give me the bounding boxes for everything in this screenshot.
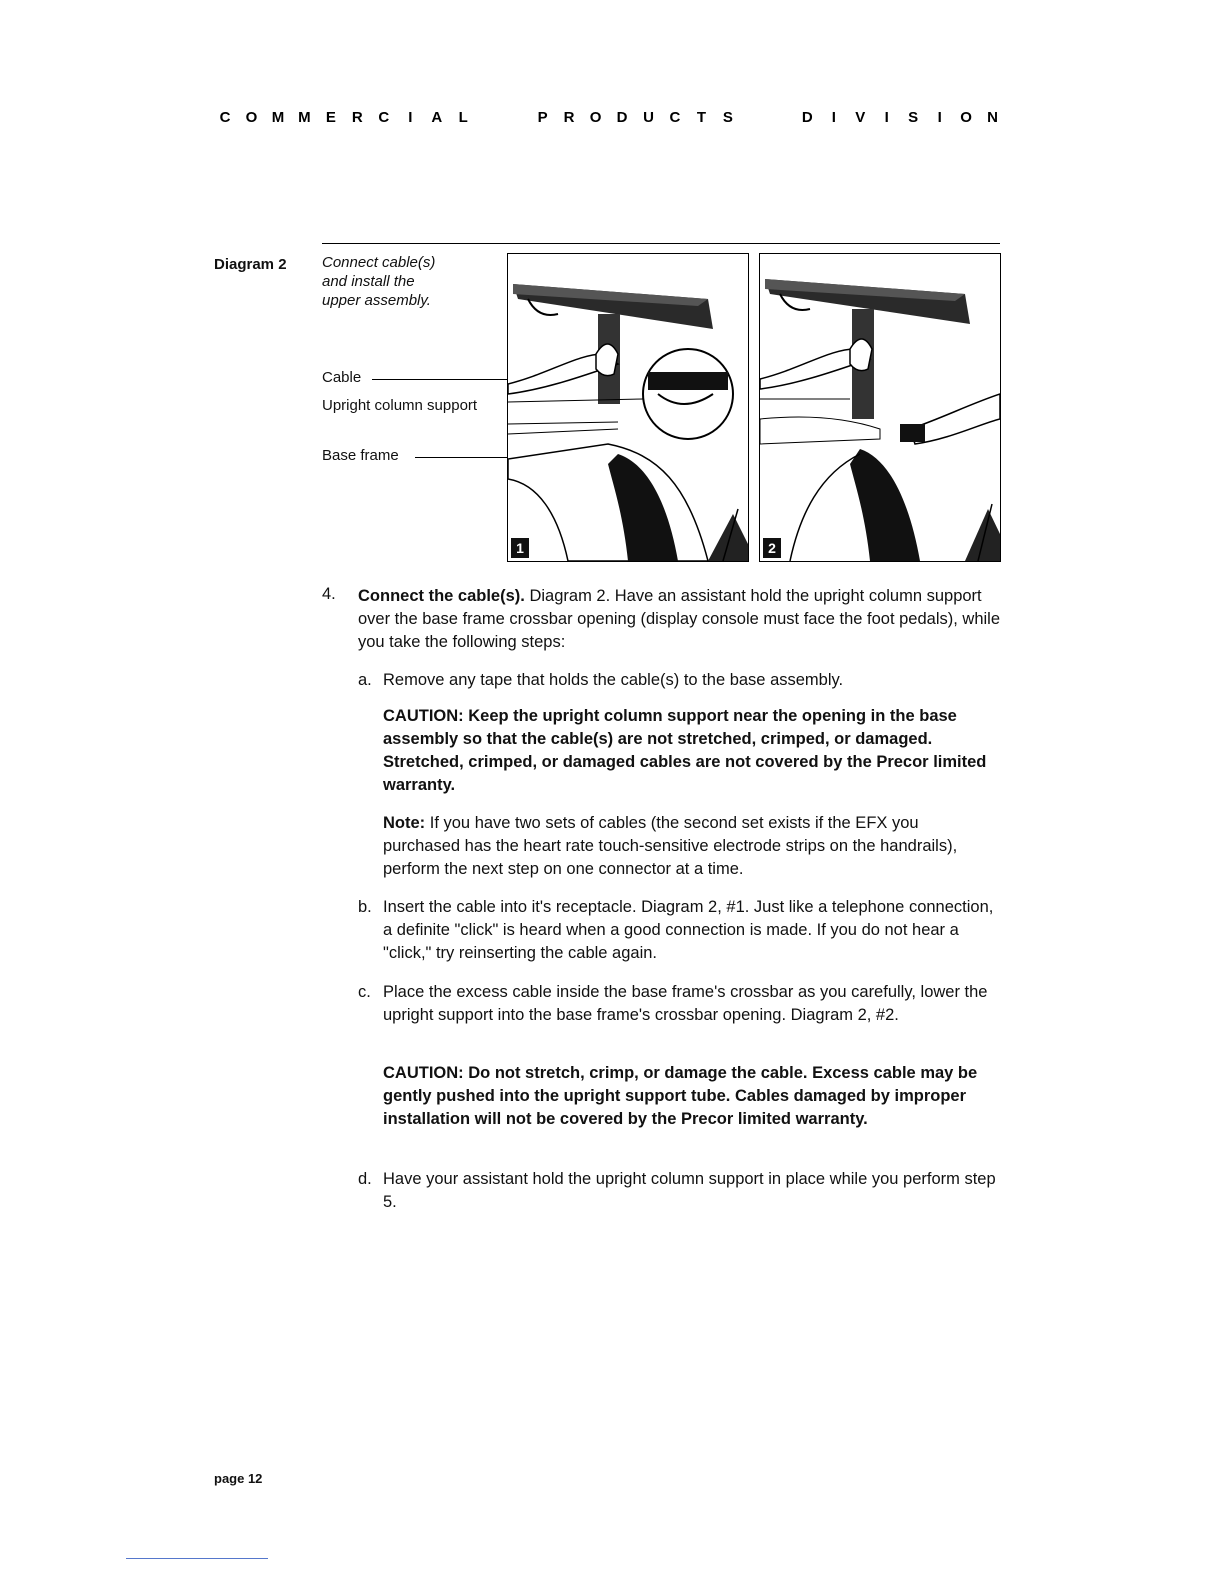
item-c-letter: c. [358, 983, 371, 1001]
header-letter: U [643, 109, 654, 126]
callout-upright-column-support: Upright column support [322, 397, 478, 414]
step-4-text: Diagram 2. Have an assistant hold the upright column support over the base frame crossbar opening (display console must face the foot pedals), while you take the following steps: [358, 587, 1001, 651]
panel-2-illustration [760, 254, 1000, 561]
header-letter [743, 109, 765, 126]
header-letter: E [325, 109, 336, 126]
header-letter: O [960, 109, 972, 126]
header-letter: D [801, 109, 813, 126]
item-c-caution: CAUTION: Do not stretch, crimp, or damage the cable. Excess cable may be gently pushed into the upright support tube. Cables damaged by improper installation will not be covered by the Precor limited warranty. [383, 1064, 978, 1128]
item-a-text: Remove any tape that holds the cable(s) to the base assembly. [383, 671, 844, 689]
diagram-label: Diagram 2 [214, 256, 287, 273]
header-letter: I [884, 109, 889, 126]
diagram-panel-1 [507, 253, 749, 562]
item-d-text: Have your assistant hold the upright column support in place while you perform step 5. [383, 1170, 996, 1211]
header-letter: S [722, 109, 733, 126]
callout-base-frame-line [415, 457, 508, 458]
header-letter: C [669, 109, 681, 126]
panel-1-number: 1 [511, 538, 529, 558]
caption-line-1: Connect cable(s) [322, 254, 436, 271]
header-letter: O [589, 109, 602, 126]
step-4-paragraph [358, 585, 1000, 654]
header-letter: N [987, 109, 999, 126]
header-letter [505, 109, 527, 126]
item-b-text: Insert the cable into it's receptacle. Diagram 2, #1. Just like a telephone connection, a definite "click" is heard when a good connection is made. If you do not hear a "click," try reinserting the cable again. [383, 898, 994, 962]
panel-1-illustration [508, 254, 748, 561]
header-letter: A [431, 109, 443, 126]
callout-base-frame: Base frame [322, 447, 399, 464]
item-d-letter: d. [358, 1170, 372, 1188]
header-letter [770, 109, 792, 126]
header-letter: S [908, 109, 919, 126]
header-letter: O [245, 109, 258, 126]
item-a-letter: a. [358, 671, 372, 689]
header-letter: M [298, 109, 311, 126]
item-a-caution: CAUTION: Keep the upright column support near the opening in the base assembly so that the cable(s) are not stretched, crimped, or damaged. Stretched, crimped, or damaged cables are not covered by the Precor limited warranty. [383, 707, 987, 794]
header-letter: I [937, 109, 942, 126]
header-letter: P [537, 109, 548, 126]
header-letter: T [696, 109, 707, 126]
header-letter: M [271, 109, 285, 126]
caption-line-2: and install the [322, 273, 415, 290]
header-letter: I [831, 109, 836, 126]
item-a-note [383, 812, 1000, 881]
header-letter: C [219, 109, 231, 126]
header-letter [479, 109, 501, 126]
item-c-text: Place the excess cable inside the base frame's crossbar as you carefully, lower the upright support into the base frame's crossbar opening. Diagram 2, #2. [383, 983, 988, 1024]
header-letter: I [408, 109, 413, 126]
callout-cable-line [372, 379, 508, 380]
note-label: Note: [383, 814, 426, 832]
note-text: If you have two sets of cables (the second set exists if the EFX you purchased has the heart rate touch-sensitive electrode strips on the handrails), perform the next step on one connector at a time. [383, 814, 958, 878]
header-letter: C [378, 109, 390, 126]
diagram-panel-2 [759, 253, 1001, 562]
diagram-caption [322, 253, 435, 310]
callout-cable: Cable [322, 369, 362, 386]
step-4-number: 4. [322, 585, 336, 603]
header-letter: D [616, 109, 628, 126]
diagram-top-rule [322, 243, 1000, 244]
caption-line-3: upper assembly. [322, 292, 431, 309]
panel-2-number: 2 [763, 538, 781, 558]
step-4-title: Connect the cable(s). [358, 587, 525, 605]
header-letter: R [563, 109, 575, 126]
bottom-rule [126, 1558, 268, 1559]
item-b-letter: b. [358, 898, 372, 916]
page-number: page 12 [214, 1471, 263, 1486]
division-header [214, 109, 1004, 126]
header-letter: V [855, 109, 866, 126]
header-letter: L [458, 109, 468, 126]
header-letter: R [351, 109, 363, 126]
